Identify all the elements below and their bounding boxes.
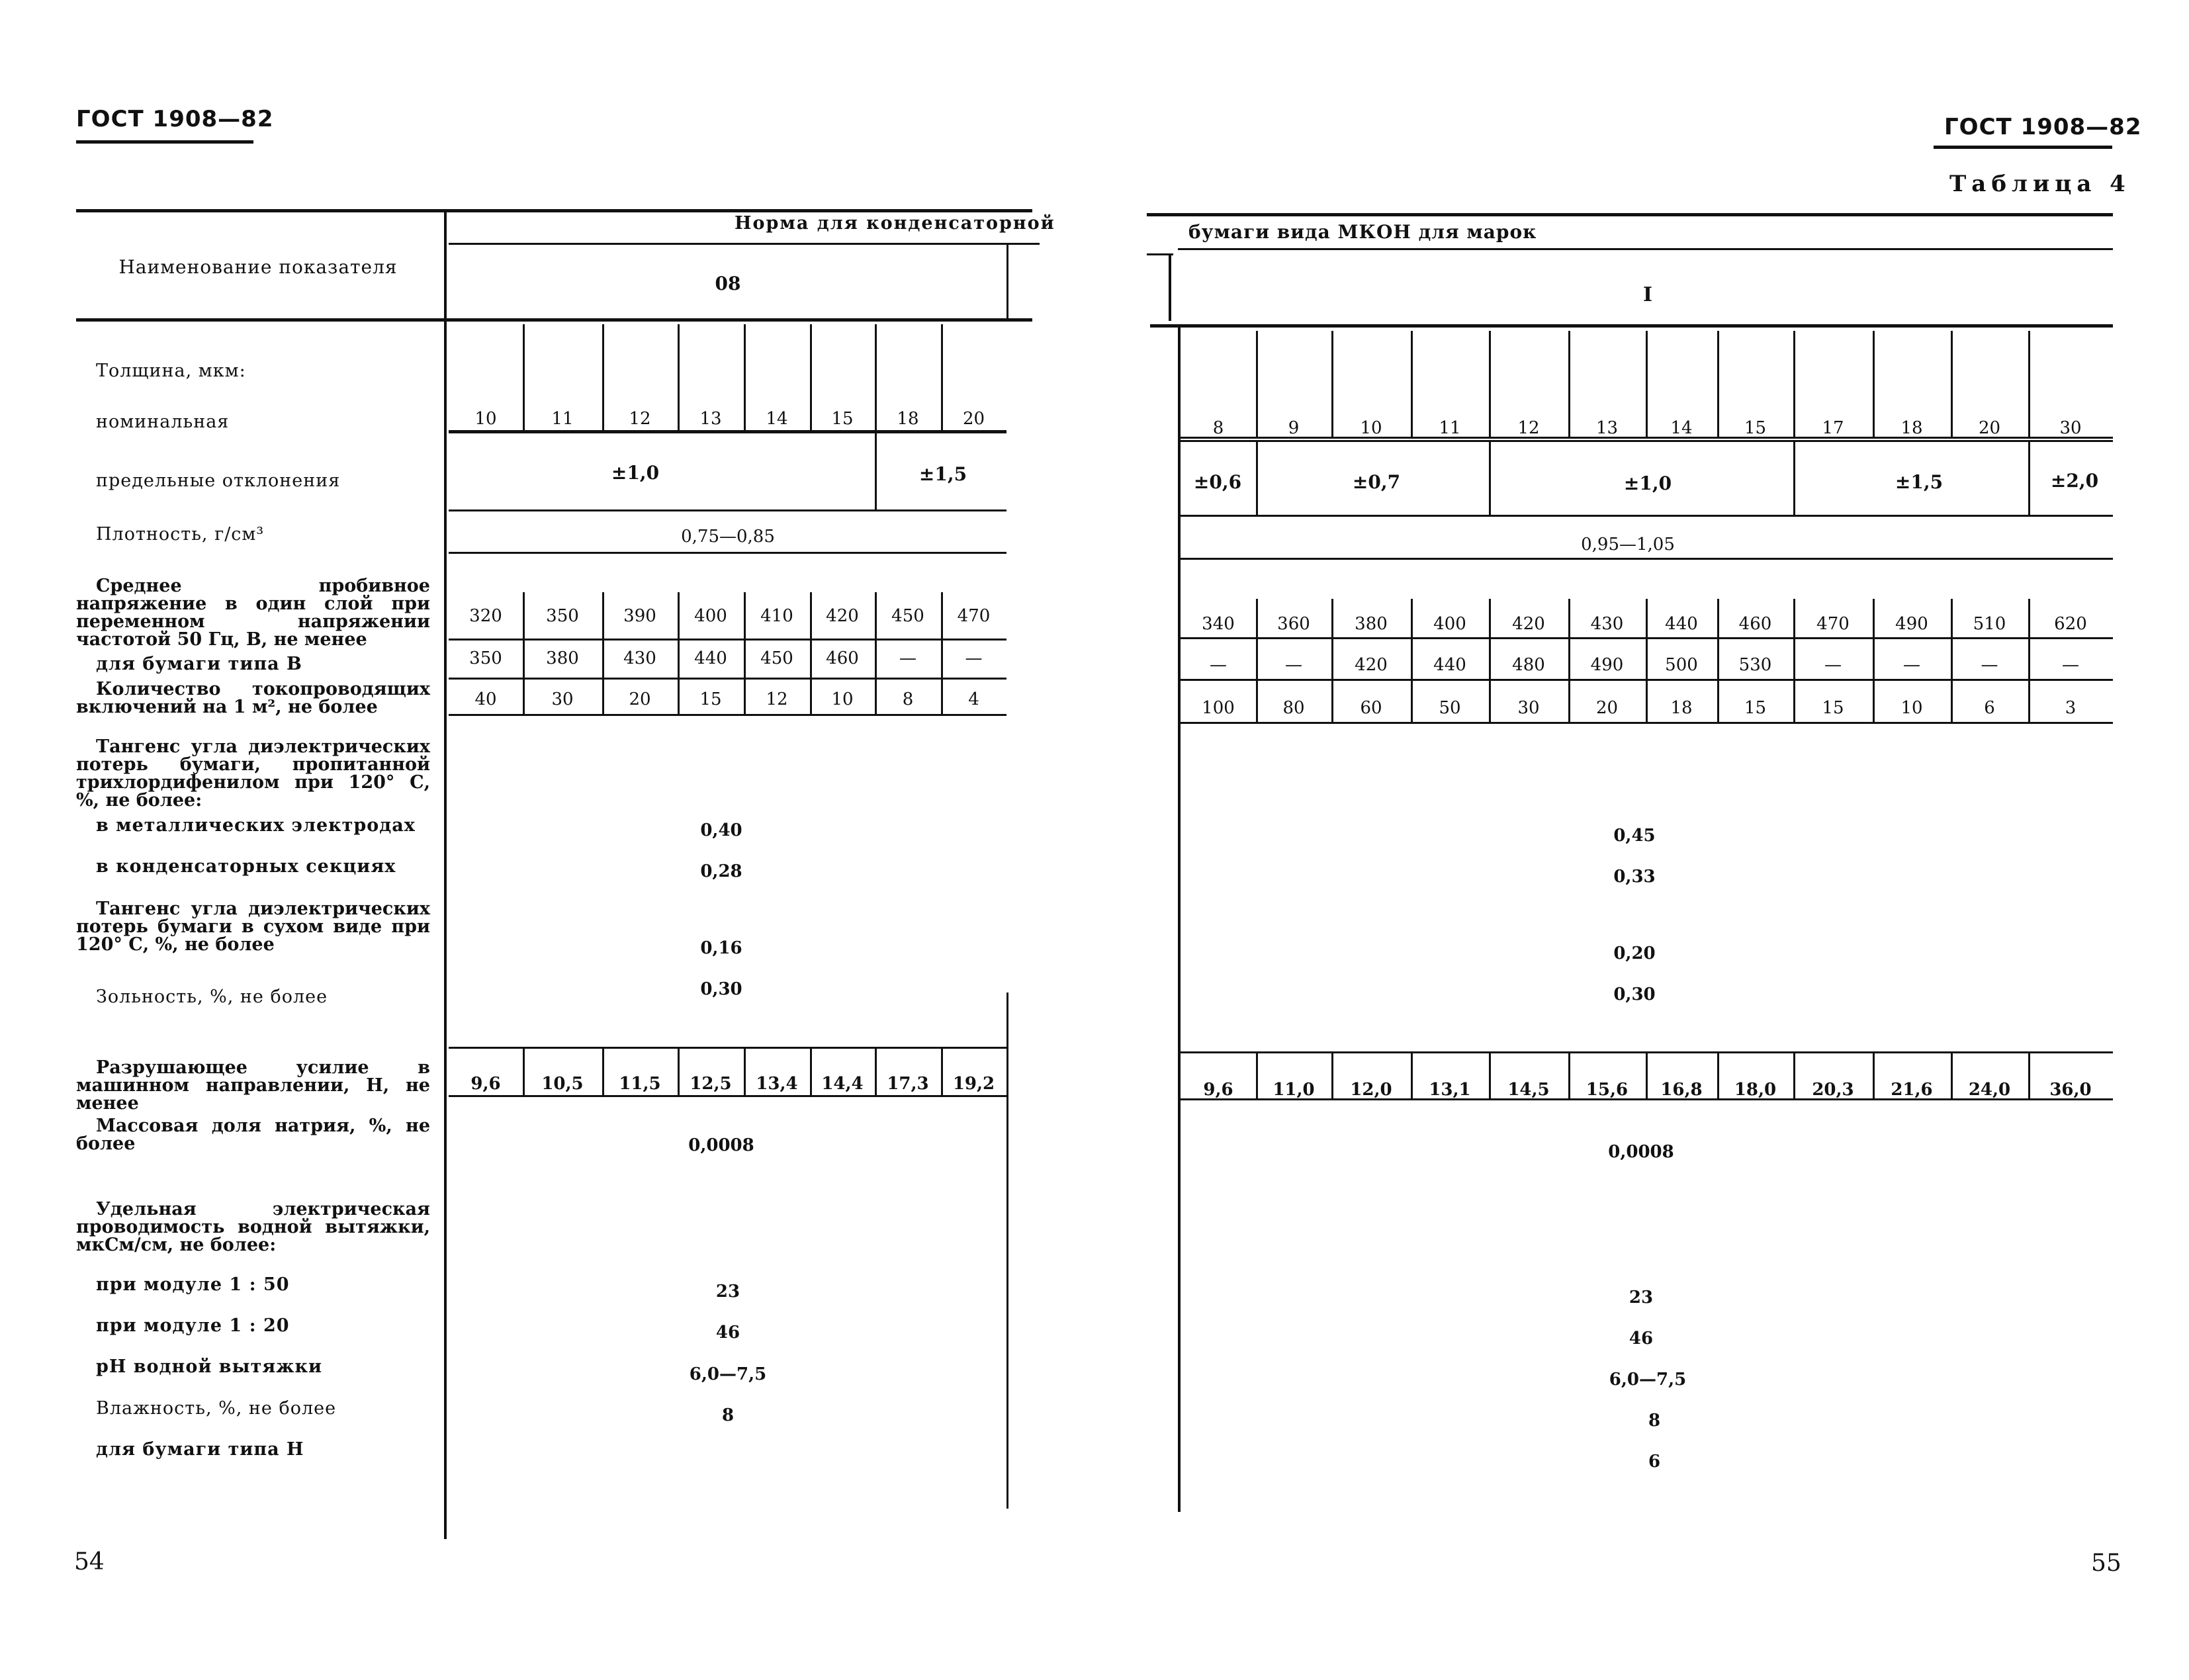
table-cell: 12,0: [1350, 1080, 1392, 1100]
table-cell: 490: [1895, 614, 1928, 634]
header-bottom-rule: [76, 318, 1032, 322]
table-cell: 360: [1277, 614, 1310, 634]
table-cell: 430: [623, 648, 656, 668]
row-bottom-rule: [1181, 722, 2113, 724]
table-cell: 12: [766, 689, 788, 709]
table-cell: 8: [1212, 418, 1224, 438]
table-cell: 6: [1984, 698, 1995, 718]
right-table-edge: [1006, 245, 1008, 319]
table-cell: 460: [1738, 614, 1772, 634]
table-cell: 480: [1512, 655, 1545, 675]
table-cell: 10: [1360, 418, 1382, 438]
table-cell: 390: [623, 606, 656, 626]
right-page-number: 55: [2091, 1550, 2122, 1577]
table-cell: 14: [766, 409, 788, 429]
table-cell: 20: [629, 689, 651, 709]
row-label-tensile: Разрушающее усилие в машинном направлении, Н, не менее: [76, 1057, 430, 1114]
table-cell: 18: [1900, 418, 1923, 438]
right-deviation-top-rule: [1181, 440, 2113, 442]
table-cell: 18: [897, 409, 919, 429]
right-moisture-value: 8: [1648, 1411, 1661, 1431]
row-label-nominal: номинальная: [96, 412, 230, 432]
table-cell: 19,2: [952, 1074, 995, 1094]
row-top-rule: [449, 1047, 1006, 1049]
table-cell: 20,3: [1812, 1080, 1854, 1100]
table-cell: 380: [546, 648, 579, 668]
right-deviation-divider-3: [1793, 442, 1795, 515]
table-cell: 350: [546, 606, 579, 626]
row-label-ash: Зольность, %, не более: [96, 987, 328, 1007]
right-norm-header: бумаги вида МКОН для марок: [1188, 221, 1537, 243]
right-deviation-value-3: ±1,0: [1623, 472, 1672, 494]
row-label-moisture: Влажность, %, не более: [96, 1398, 337, 1419]
table-cell: 440: [1665, 614, 1698, 634]
table-cell: 60: [1360, 698, 1382, 718]
left-header-underline: [76, 140, 253, 144]
right-metal-electrodes-value: 0,45: [1613, 826, 1656, 846]
table-cell: 410: [760, 606, 793, 626]
table-cell: 10: [831, 689, 854, 709]
right-page-header: ГОСТ 1908—82: [1944, 114, 2142, 140]
grade-label: 08: [715, 273, 741, 294]
table-cell: 11,5: [619, 1074, 661, 1094]
table-cell: 21,6: [1891, 1080, 1933, 1100]
table-cell: 30: [2059, 418, 2082, 438]
table-cell: 11: [551, 409, 574, 429]
deviation-value-1: ±1,0: [611, 462, 660, 484]
table-cell: —: [1981, 655, 1998, 675]
tan-dry-value: 0,16: [700, 938, 742, 958]
right-type-h-value: 6: [1648, 1452, 1661, 1472]
right-ash-value: 0,30: [1613, 985, 1656, 1004]
table-cell: 18: [1670, 698, 1693, 718]
module-20-value: 46: [715, 1323, 740, 1343]
table-cell: —: [1903, 655, 1920, 675]
table-cell: 20: [962, 409, 985, 429]
right-deviation-value-5: ±2,0: [2050, 470, 2099, 492]
table-cell: 80: [1282, 698, 1305, 718]
table-cell: 400: [694, 606, 727, 626]
table-cell: 320: [469, 606, 502, 626]
table-cell: 15,6: [1586, 1080, 1629, 1100]
table-cell: 420: [826, 606, 859, 626]
table-cell: 12: [1517, 418, 1540, 438]
table-cell: 14,4: [821, 1074, 864, 1094]
table-cell: 40: [474, 689, 497, 709]
right-deviation-divider-2: [1489, 442, 1491, 515]
row-label-tan-dry: Тангенс угла диэлектрических потерь бумаги в сухом виде при 120° С, %, не более: [76, 899, 430, 955]
right-ph-value: 6,0—7,5: [1609, 1370, 1687, 1390]
right-density-value: 0,95—1,05: [1581, 535, 1675, 554]
table-top-rule: [76, 209, 1032, 212]
table-cell: 50: [1439, 698, 1461, 718]
right-capacitor-sections-value: 0,33: [1613, 867, 1656, 887]
column-header: Наименование показателя: [118, 256, 398, 278]
row-bottom-rule: [449, 678, 1006, 680]
table-label: Таблица 4: [1949, 171, 2131, 197]
right-deviation-divider-1: [1256, 442, 1258, 515]
table-cell: 14: [1670, 418, 1693, 438]
row-label-tan-impregnated: Тангенс угла диэлектрических потерь бумаги, пропитанной трихлордифенилом при 120° С, %, не более:: [76, 736, 430, 811]
right-grade-label: I: [1642, 283, 1653, 306]
table-cell: —: [2062, 655, 2079, 675]
row-label-module-50: при модуле 1 : 50: [96, 1274, 290, 1295]
right-deviation-bottom-rule: [1181, 515, 2113, 517]
row-top-rule: [1181, 1051, 2113, 1053]
table-cell: 17,3: [887, 1074, 929, 1094]
row-label-density: Плотность, г/см³: [96, 524, 265, 545]
table-cell: 36,0: [2049, 1080, 2092, 1100]
right-density-top-rule: [1181, 558, 2113, 560]
table-cell: 400: [1433, 614, 1466, 634]
right-deviation-value-4: ±1,5: [1895, 471, 1943, 493]
table-cell: —: [1210, 655, 1227, 675]
module-50-value: 23: [715, 1282, 740, 1302]
table-cell: 20: [1978, 418, 2001, 438]
table-cell: 13: [1595, 418, 1619, 438]
metal-electrodes-value: 0,40: [700, 820, 742, 840]
table-cell: 420: [1355, 655, 1388, 675]
norm-header: Норма для конденсаторной: [735, 213, 1055, 234]
table-cell: 440: [694, 648, 727, 668]
table-cell: 15: [1744, 698, 1767, 718]
table-cell: 450: [760, 648, 793, 668]
table-cell: 9,6: [1203, 1080, 1233, 1100]
right-module-20-value: 46: [1629, 1329, 1654, 1348]
table-cell: 10: [1900, 698, 1923, 718]
right-tan-dry-value: 0,20: [1613, 944, 1656, 963]
row-label-inclusions: Количество токопроводящих включений на 1 м², не более: [76, 679, 430, 717]
table-cell: 100: [1202, 698, 1235, 718]
deviation-divider: [875, 433, 877, 509]
left-page-header: ГОСТ 1908—82: [76, 106, 274, 132]
table-cell: 13: [699, 409, 722, 429]
right-header-sub-rule: [1178, 248, 2113, 250]
table-cell: 14,5: [1507, 1080, 1550, 1100]
table-cell: 15: [1822, 698, 1844, 718]
row-label-deviation: предельные отклонения: [96, 470, 341, 491]
density-bottom-rule: [449, 552, 1006, 554]
ph-value: 6,0—7,5: [689, 1364, 767, 1384]
table-cell: 12: [629, 409, 651, 429]
right-deviation-divider-4: [2028, 442, 2030, 515]
table-cell: 12,5: [690, 1074, 732, 1094]
table-cell: 18,0: [1734, 1080, 1777, 1100]
table-cell: 510: [1973, 614, 2006, 634]
right-deviation-value-1: ±0,6: [1193, 471, 1242, 493]
table-cell: —: [899, 648, 916, 668]
table-cell: 460: [826, 648, 859, 668]
table-cell: 490: [1590, 655, 1624, 675]
ash-value: 0,30: [700, 979, 742, 999]
table-cell: 11,0: [1273, 1080, 1315, 1100]
table-cell: 30: [551, 689, 574, 709]
right-table-edge-lower: [1006, 993, 1008, 1509]
table-cell: 430: [1590, 614, 1624, 634]
row-label-type-b: для бумаги типа В: [96, 654, 302, 674]
table-cell: 15: [1744, 418, 1767, 438]
capacitor-sections-value: 0,28: [700, 862, 742, 881]
table-cell: 530: [1738, 655, 1772, 675]
moisture-value: 8: [721, 1405, 735, 1425]
deviation-top-rule: [449, 431, 1006, 433]
table-cell: 4: [968, 689, 979, 709]
right-sodium-value: 0,0008: [1608, 1142, 1674, 1162]
table-cell: 440: [1433, 655, 1466, 675]
row-label-metal-electrodes: в металлических электродах: [96, 815, 416, 836]
row-label-sodium: Массовая доля натрия, %, не более: [76, 1116, 430, 1154]
label-column-divider: [444, 209, 447, 1539]
row-label-type-h: для бумаги типа Н: [96, 1439, 304, 1460]
row-label-ph: pH водной вытяжки: [96, 1356, 323, 1377]
table-cell: 470: [957, 606, 991, 626]
table-cell: 20: [1595, 698, 1619, 718]
density-value: 0,75—0,85: [681, 527, 775, 547]
deviation-bottom-rule: [449, 509, 1006, 511]
right-table-top-rule: [1147, 213, 2113, 216]
table-cell: —: [1285, 655, 1302, 675]
table-cell: 13,1: [1429, 1080, 1471, 1100]
table-cell: 500: [1665, 655, 1698, 675]
row-bottom-rule: [449, 1095, 1006, 1097]
right-header-left-edge: [1169, 255, 1171, 321]
row-bottom-rule: [449, 714, 1006, 716]
table-cell: —: [1824, 655, 1842, 675]
table-cell: 15: [831, 409, 854, 429]
table-cell: 10: [474, 409, 497, 429]
table-cell: 24,0: [1968, 1080, 2011, 1100]
row-label-capacitor-sections: в конденсаторных секциях: [96, 856, 396, 877]
table-cell: —: [965, 648, 983, 668]
table-cell: 470: [1816, 614, 1850, 634]
table-cell: 340: [1202, 614, 1235, 634]
row-label-conductivity: Удельная электрическая проводимость водной вытяжки, мкСм/см, не более:: [76, 1199, 430, 1255]
right-table-left-edge: [1178, 328, 1181, 1512]
row-label-module-20: при модуле 1 : 20: [96, 1315, 290, 1336]
table-cell: 15: [699, 689, 722, 709]
table-cell: 3: [2065, 698, 2077, 718]
header-sub-rule: [449, 243, 1040, 245]
row-label-breakdown: Среднее пробивное напряжение в один слой при переменном напряжении частотой 50 Гц, В, не менее: [76, 576, 430, 650]
sodium-value: 0,0008: [688, 1135, 754, 1155]
right-header-bottom-rule: [1150, 324, 2113, 328]
left-page-number: 54: [74, 1548, 105, 1575]
deviation-value-2: ±1,5: [918, 463, 967, 485]
table-cell: 420: [1512, 614, 1545, 634]
table-cell: 10,5: [541, 1074, 584, 1094]
right-header-underline: [1934, 146, 2112, 149]
table-cell: 380: [1355, 614, 1388, 634]
table-cell: 11: [1439, 418, 1461, 438]
table-cell: 9,6: [470, 1074, 501, 1094]
table-cell: 13,4: [756, 1074, 798, 1094]
row-bottom-rule: [449, 639, 1006, 641]
table-cell: 30: [1517, 698, 1540, 718]
table-cell: 17: [1822, 418, 1844, 438]
table-cell: 8: [902, 689, 914, 709]
table-cell: 620: [2054, 614, 2087, 634]
table-cell: 9: [1288, 418, 1300, 438]
table-cell: 350: [469, 648, 502, 668]
table-cell: 450: [891, 606, 924, 626]
table-cell: 16,8: [1660, 1080, 1703, 1100]
row-label-thickness: Толщина, мкм:: [96, 361, 246, 381]
right-deviation-value-2: ±0,7: [1352, 471, 1401, 493]
right-module-50-value: 23: [1629, 1288, 1654, 1307]
